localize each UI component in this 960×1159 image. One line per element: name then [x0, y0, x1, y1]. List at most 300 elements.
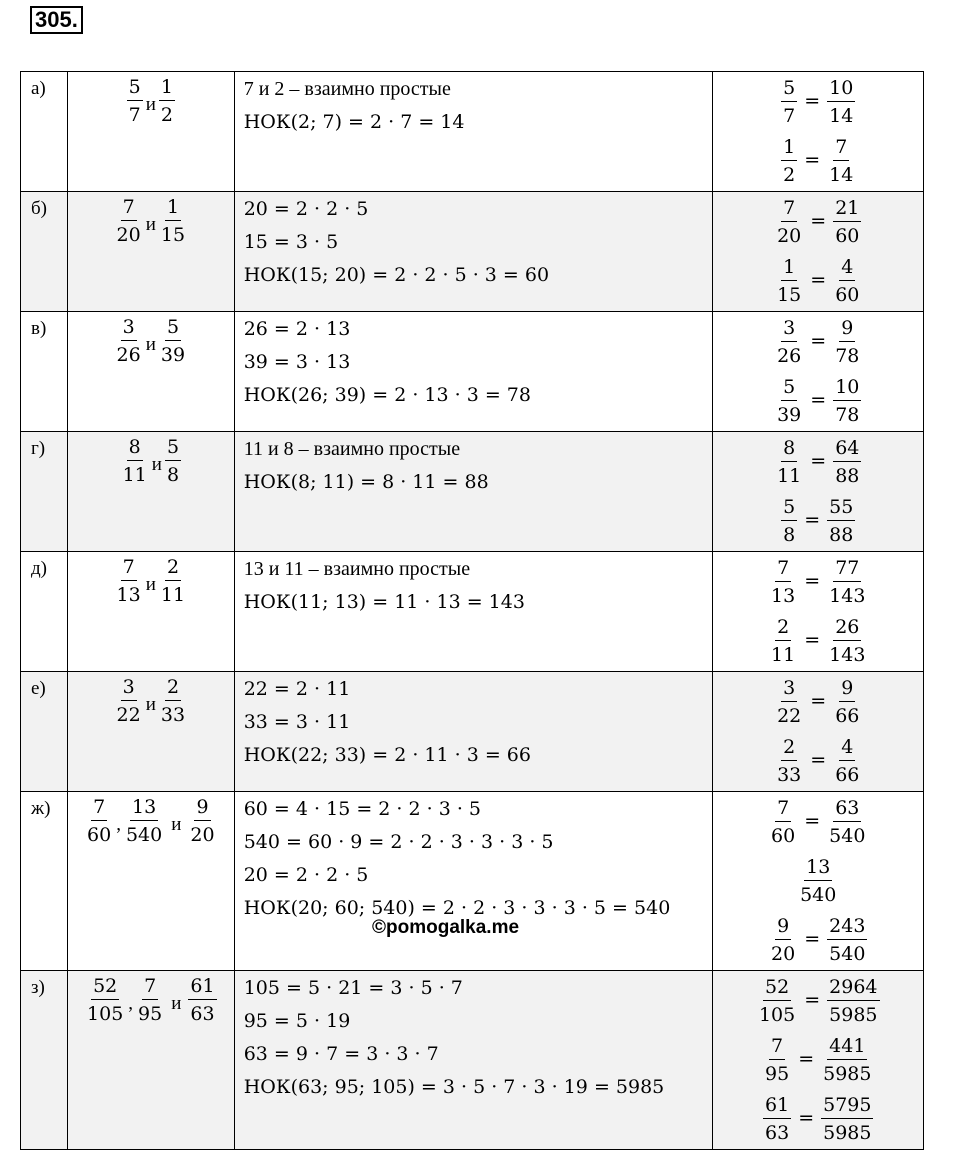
equals-sign: = [798, 1048, 815, 1070]
given-fractions-cell [67, 672, 234, 792]
item-letter: в) [31, 318, 47, 339]
lcm-steps [235, 192, 713, 292]
denominator: 39 [777, 403, 802, 426]
fraction [114, 315, 144, 369]
fraction [768, 913, 798, 969]
denominator: 2 [160, 104, 173, 126]
denominator: 8 [166, 464, 180, 486]
fraction [120, 435, 150, 489]
denominator: 63 [765, 1121, 790, 1144]
item-letter-cell [21, 72, 68, 192]
results-cell [713, 672, 924, 792]
separator: и [171, 814, 182, 835]
fraction [826, 494, 856, 550]
numerator: 8 [127, 435, 143, 461]
lcm-steps [235, 552, 713, 619]
step-line: 39 = 3 · 13 [243, 351, 351, 373]
results [713, 432, 923, 551]
step-line: НОК(63; 95; 105) = 3 · 5 · 7 · 3 · 19 = 5985 [243, 1076, 665, 1098]
table-row [21, 971, 924, 1150]
results [713, 312, 923, 431]
numerator: 1 [781, 134, 797, 161]
fraction [820, 1092, 874, 1148]
step-line: 95 = 5 · 19 [243, 1010, 351, 1032]
fraction [158, 675, 188, 729]
fraction [826, 134, 856, 190]
step-line: 26 = 2 · 13 [243, 318, 351, 340]
item-letter-cell [21, 971, 68, 1150]
table-row [21, 312, 924, 432]
given-fractions-cell [67, 312, 234, 432]
fraction [158, 315, 188, 369]
fraction [158, 555, 188, 609]
table-row [21, 432, 924, 552]
results [713, 971, 923, 1149]
results-cell [713, 971, 924, 1150]
step-line: 20 = 2 · 2 · 5 [243, 198, 369, 220]
fraction [126, 75, 144, 129]
given-fractions [68, 192, 234, 249]
denominator: 20 [771, 942, 796, 965]
table-row [21, 672, 924, 792]
step-line: 63 = 9 · 7 = 3 · 3 · 7 [243, 1043, 439, 1065]
numerator: 52 [763, 974, 791, 1001]
step-line: 13 и 11 – взаимно простые [243, 558, 471, 580]
separator: и [145, 214, 156, 235]
numerator: 4 [839, 734, 855, 761]
given-fractions [68, 312, 234, 369]
result-equation [768, 553, 868, 612]
denominator: 540 [829, 824, 866, 847]
given-fractions-cell [67, 971, 234, 1150]
numerator: 2 [781, 734, 797, 761]
numerator: 2 [775, 614, 791, 641]
denominator: 540 [125, 824, 163, 846]
fraction [774, 374, 804, 430]
numerator: 5 [127, 75, 143, 101]
given-fractions [68, 552, 234, 609]
lcm-steps [235, 432, 713, 499]
fraction [774, 254, 804, 310]
denominator: 11 [122, 464, 147, 486]
equals-sign: = [810, 210, 827, 232]
numerator: 5 [165, 435, 181, 461]
fraction [158, 75, 176, 129]
fraction [832, 315, 862, 371]
fraction [832, 254, 862, 310]
fraction [826, 795, 868, 851]
step-line: НОК(11; 13) = 11 · 13 = 143 [243, 591, 525, 613]
fraction [780, 494, 798, 550]
denominator: 20 [190, 824, 215, 846]
result-equation [774, 433, 862, 492]
equals-sign: = [810, 749, 827, 771]
lcm-steps [235, 971, 713, 1104]
lcm-steps-cell [234, 432, 713, 552]
item-letter: е) [31, 678, 46, 699]
result-equation [756, 972, 881, 1031]
numerator: 7 [833, 134, 849, 161]
item-letter: г) [31, 438, 46, 459]
numerator: 55 [827, 494, 855, 521]
fraction [158, 195, 188, 249]
results [713, 72, 923, 191]
fraction [797, 854, 839, 910]
denominator: 78 [835, 344, 860, 367]
lcm-steps [235, 672, 713, 772]
given-fractions-cell [67, 72, 234, 192]
fraction [164, 435, 182, 489]
fraction [780, 134, 798, 190]
denominator: 7 [128, 104, 141, 126]
numerator: 9 [839, 315, 855, 342]
item-letter-cell [21, 792, 68, 971]
numerator: 21 [833, 195, 861, 222]
item-letter-cell [21, 672, 68, 792]
numerator: 52 [91, 974, 119, 1000]
separator: и [145, 574, 156, 595]
denominator: 88 [829, 523, 854, 546]
item-letter: а) [31, 78, 46, 99]
results-cell [713, 312, 924, 432]
result-equation [762, 1031, 874, 1090]
numerator: 2 [165, 675, 181, 701]
numerator: 7 [769, 1033, 785, 1060]
step-line: 20 = 2 · 2 · 5 [243, 864, 369, 886]
step-line: 22 = 2 · 11 [243, 678, 351, 700]
item-letter: ж) [31, 798, 51, 819]
separator: и [145, 694, 156, 715]
denominator: 33 [777, 763, 802, 786]
result-equation [797, 852, 839, 911]
numerator: 9 [775, 913, 791, 940]
step-line: 540 = 60 · 9 = 2 · 2 · 3 · 3 · 3 · 5 [243, 831, 554, 853]
result-equation [774, 252, 862, 311]
numerator: 9 [839, 675, 855, 702]
step-line: 105 = 5 · 21 = 3 · 5 · 7 [243, 977, 463, 999]
equals-sign: = [804, 149, 821, 171]
numerator: 61 [763, 1092, 791, 1119]
results-cell [713, 72, 924, 192]
equals-sign: = [804, 509, 821, 531]
denominator: 105 [87, 1003, 124, 1025]
denominator: 39 [160, 344, 186, 366]
denominator: 143 [829, 584, 866, 607]
denominator: 20 [777, 224, 802, 247]
equals-sign: = [804, 629, 821, 651]
denominator: 60 [87, 824, 112, 846]
fraction [123, 795, 165, 849]
result-equation [774, 193, 862, 252]
result-equation [774, 372, 862, 431]
denominator: 60 [835, 224, 860, 247]
given-fractions [68, 432, 234, 489]
fraction [774, 734, 804, 790]
fraction [768, 614, 798, 670]
given-fractions [68, 672, 234, 729]
result-equation [774, 673, 862, 732]
numerator: 13 [130, 795, 158, 821]
numerator: 243 [827, 913, 867, 940]
item-letter-cell [21, 192, 68, 312]
exercise-number: 305. [30, 6, 83, 34]
item-letter-cell [21, 312, 68, 432]
fraction [774, 315, 804, 371]
separator: и [145, 94, 156, 115]
denominator: 88 [835, 464, 860, 487]
denominator: 26 [116, 344, 141, 366]
lcm-steps [235, 72, 713, 139]
numerator: 7 [775, 555, 791, 582]
results-cell [713, 432, 924, 552]
fraction [826, 555, 868, 611]
fraction [780, 75, 798, 131]
fraction [826, 913, 868, 969]
numerator: 26 [833, 614, 861, 641]
denominator: 66 [835, 704, 860, 727]
denominator: 2 [783, 163, 796, 186]
denominator: 14 [829, 163, 854, 186]
fraction [832, 435, 862, 491]
numerator: 3 [121, 315, 137, 341]
lcm-steps [235, 312, 713, 412]
result-equation [774, 732, 862, 791]
item-letter: б) [31, 198, 47, 219]
denominator: 15 [160, 224, 186, 246]
given-fractions [68, 971, 234, 1028]
lcm-steps-cell [234, 792, 713, 971]
results-cell [713, 792, 924, 971]
results [713, 672, 923, 791]
item-letter-cell [21, 552, 68, 672]
given-fractions [68, 792, 234, 849]
denominator: 11 [771, 643, 796, 666]
numerator: 63 [833, 795, 861, 822]
denominator: 15 [777, 283, 802, 306]
step-line: 11 и 8 – взаимно простые [243, 438, 461, 460]
fraction [826, 614, 868, 670]
numerator: 5 [165, 315, 181, 341]
fraction [762, 1033, 792, 1089]
fraction [762, 1092, 792, 1148]
separator: и [171, 993, 182, 1014]
lcm-steps-cell [234, 72, 713, 192]
equals-sign: = [804, 570, 821, 592]
equals-sign: = [810, 269, 827, 291]
fraction [774, 675, 804, 731]
denominator: 20 [116, 224, 141, 246]
step-line: НОК(26; 39) = 2 · 13 · 3 = 78 [243, 384, 531, 406]
numerator: 5795 [821, 1092, 873, 1119]
table-row [21, 72, 924, 192]
denominator: 5985 [829, 1003, 878, 1026]
numerator: 3 [121, 675, 137, 701]
numerator: 7 [781, 195, 797, 222]
result-equation [768, 911, 868, 970]
fraction [768, 795, 798, 851]
item-letter: з) [31, 977, 45, 998]
equals-sign: = [804, 989, 821, 1011]
item-letter-cell [21, 432, 68, 552]
step-line: 15 = 3 · 5 [243, 231, 339, 253]
results-cell [713, 192, 924, 312]
equals-sign: = [798, 1107, 815, 1129]
fraction [774, 435, 804, 491]
result-equation [774, 313, 862, 372]
numerator: 9 [194, 795, 210, 821]
equals-sign: = [810, 690, 827, 712]
denominator: 60 [771, 824, 796, 847]
denominator: 95 [765, 1062, 790, 1085]
step-line: 33 = 3 · 11 [243, 711, 351, 733]
watermark: ©pomogalka.me [372, 917, 520, 938]
lcm-steps-cell [234, 971, 713, 1150]
result-equation [780, 73, 856, 132]
table-row [21, 792, 924, 971]
result-equation [780, 492, 856, 551]
equals-sign: = [804, 928, 821, 950]
results [713, 552, 923, 671]
step-line: НОК(22; 33) = 2 · 11 · 3 = 66 [243, 744, 531, 766]
lcm-steps-cell [234, 192, 713, 312]
fraction [768, 555, 798, 611]
numerator: 441 [827, 1033, 867, 1060]
fraction [187, 795, 217, 849]
step-line: НОК(15; 20) = 2 · 2 · 5 · 3 = 60 [243, 264, 550, 286]
fraction [826, 974, 880, 1030]
numerator: 7 [142, 974, 158, 1000]
denominator: 105 [758, 1003, 796, 1026]
step-line: 60 = 4 · 15 = 2 · 2 · 3 · 5 [243, 798, 481, 820]
numerator: 5 [781, 75, 797, 102]
numerator: 7 [121, 555, 137, 581]
result-equation [780, 132, 856, 191]
numerator: 2 [165, 555, 181, 581]
denominator: 11 [777, 464, 802, 487]
lcm-steps-cell [234, 672, 713, 792]
fraction [774, 195, 804, 251]
lcm-steps [235, 792, 713, 925]
numerator: 1 [165, 195, 181, 221]
numerator: 2964 [827, 974, 879, 1001]
result-equation [768, 793, 868, 852]
numerator: 61 [188, 974, 216, 1000]
lcm-steps-cell [234, 312, 713, 432]
step-line: НОК(8; 11) = 8 · 11 = 88 [243, 471, 489, 493]
equals-sign: = [810, 450, 827, 472]
given-fractions-cell [67, 192, 234, 312]
equals-sign: = [804, 810, 821, 832]
given-fractions-cell [67, 432, 234, 552]
separator: и [145, 334, 156, 355]
denominator: 13 [771, 584, 796, 607]
item-letter: д) [31, 558, 47, 579]
equals-sign: = [810, 389, 827, 411]
denominator: 7 [783, 104, 796, 127]
fraction [114, 195, 144, 249]
denominator: 95 [138, 1003, 163, 1025]
results [713, 192, 923, 311]
numerator: 7 [775, 795, 791, 822]
lcm-steps-cell [234, 552, 713, 672]
numerator: 7 [121, 195, 137, 221]
denominator: 540 [829, 942, 866, 965]
numerator: 77 [833, 555, 861, 582]
results-cell [713, 552, 924, 672]
denominator: 5985 [823, 1062, 872, 1085]
given-fractions-cell [67, 792, 234, 971]
fraction [135, 974, 165, 1028]
fraction [114, 675, 144, 729]
equals-sign: = [804, 90, 821, 112]
step-line: 7 и 2 – взаимно простые [243, 78, 451, 100]
denominator: 78 [835, 403, 860, 426]
fraction [84, 795, 114, 849]
separator: , [116, 814, 121, 835]
numerator: 5 [781, 494, 797, 521]
denominator: 22 [116, 704, 141, 726]
numerator: 10 [827, 75, 855, 102]
numerator: 7 [91, 795, 107, 821]
fraction [826, 75, 856, 131]
results [713, 792, 923, 970]
fraction [820, 1033, 874, 1089]
denominator: 13 [116, 584, 141, 606]
numerator: 13 [804, 854, 832, 881]
denominator: 63 [190, 1003, 215, 1025]
fraction [832, 374, 862, 430]
fraction [114, 555, 144, 609]
separator: и [151, 454, 162, 475]
numerator: 10 [833, 374, 861, 401]
denominator: 26 [777, 344, 802, 367]
denominator: 11 [160, 584, 186, 606]
given-fractions-cell [67, 552, 234, 672]
denominator: 8 [783, 523, 796, 546]
numerator: 1 [159, 75, 175, 101]
denominator: 5985 [823, 1121, 872, 1144]
step-line: НОК(2; 7) = 2 · 7 = 14 [243, 111, 465, 133]
denominator: 143 [829, 643, 866, 666]
denominator: 22 [777, 704, 802, 727]
numerator: 64 [833, 435, 861, 462]
denominator: 66 [835, 763, 860, 786]
fraction [756, 974, 798, 1030]
fraction [84, 974, 126, 1028]
fraction [187, 974, 217, 1028]
numerator: 1 [781, 254, 797, 281]
denominator: 60 [835, 283, 860, 306]
denominator: 14 [829, 104, 854, 127]
numerator: 5 [781, 374, 797, 401]
numerator: 4 [839, 254, 855, 281]
fraction [832, 675, 862, 731]
given-fractions [68, 72, 234, 129]
solution-table [20, 71, 924, 1150]
fraction [832, 734, 862, 790]
result-equation [768, 612, 868, 671]
equals-sign: = [810, 330, 827, 352]
numerator: 8 [781, 435, 797, 462]
table-row [21, 192, 924, 312]
step-line: НОК(20; 60; 540) = 2 · 2 · 3 · 3 · 3 · 5 = 540 [243, 897, 671, 919]
separator: , [128, 993, 134, 1014]
table-row [21, 552, 924, 672]
denominator: 540 [800, 883, 837, 906]
fraction [832, 195, 862, 251]
denominator: 33 [160, 704, 186, 726]
result-equation [762, 1090, 874, 1149]
